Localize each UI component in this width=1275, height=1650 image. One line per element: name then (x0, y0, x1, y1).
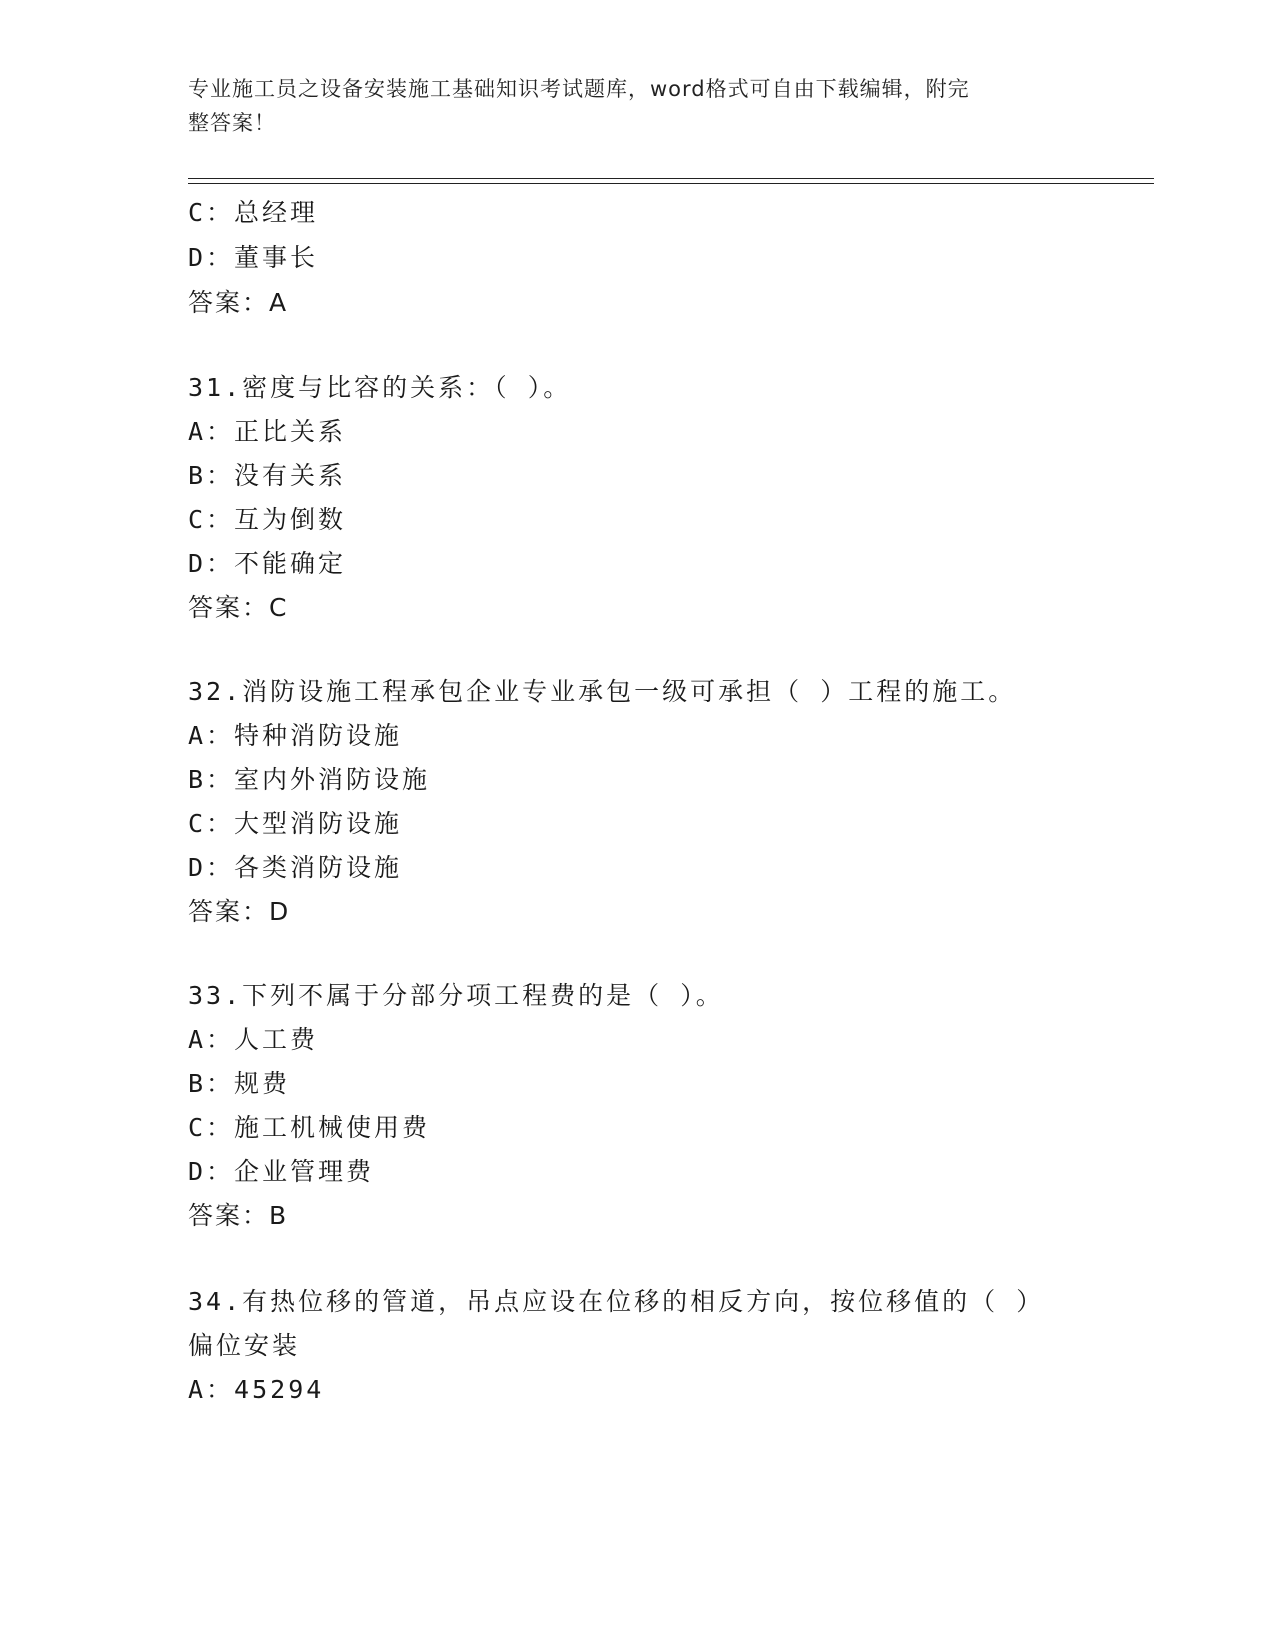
q32-stem: 32.消防设施工程承包企业专业承包一级可承担（ ）工程的施工。 (188, 677, 1017, 706)
header-title-line-1: 专业施工员之设备安装施工基础知识考试题库，word格式可自由下载编辑，附完 (188, 77, 970, 101)
q33-option-c: C：施工机械使用费 (188, 1113, 431, 1142)
document-header (188, 72, 1068, 140)
header-divider-bottom (188, 183, 1154, 184)
q31-option-c: C：互为倒数 (188, 505, 347, 534)
q34-stem-line-1: 34.有热位移的管道，吊点应设在位移的相反方向，按位移值的（ ） (188, 1287, 1045, 1316)
q33-answer: 答案：B (188, 1201, 289, 1230)
q34-stem-line-2: 偏位安装 (188, 1331, 301, 1360)
q30-option-d: D：董事长 (188, 243, 319, 272)
q33-option-b: B：规费 (188, 1069, 291, 1098)
header-title-line-2: 整答案！ (188, 111, 276, 135)
q33-option-a: A：人工费 (188, 1025, 319, 1054)
q34-option-a: A：45294 (188, 1375, 325, 1404)
q33-stem: 33.下列不属于分部分项工程费的是（ ）。 (188, 981, 724, 1010)
q32-option-b: B：室内外消防设施 (188, 765, 431, 794)
q31-option-b: B：没有关系 (188, 461, 347, 490)
q31-stem: 31.密度与比容的关系：（ ）。 (188, 373, 572, 402)
q32-option-a: A：特种消防设施 (188, 721, 403, 750)
q31-answer: 答案：C (188, 593, 289, 622)
q32-answer: 答案：D (188, 897, 291, 926)
q30-answer: 答案：A (188, 288, 289, 317)
q33-option-d: D：企业管理费 (188, 1157, 375, 1186)
q30-option-c: C：总经理 (188, 198, 319, 227)
q31-option-a: A：正比关系 (188, 417, 347, 446)
header-divider-top (188, 178, 1154, 179)
q32-option-d: D：各类消防设施 (188, 853, 403, 882)
q31-option-d: D：不能确定 (188, 549, 347, 578)
q32-option-c: C：大型消防设施 (188, 809, 403, 838)
